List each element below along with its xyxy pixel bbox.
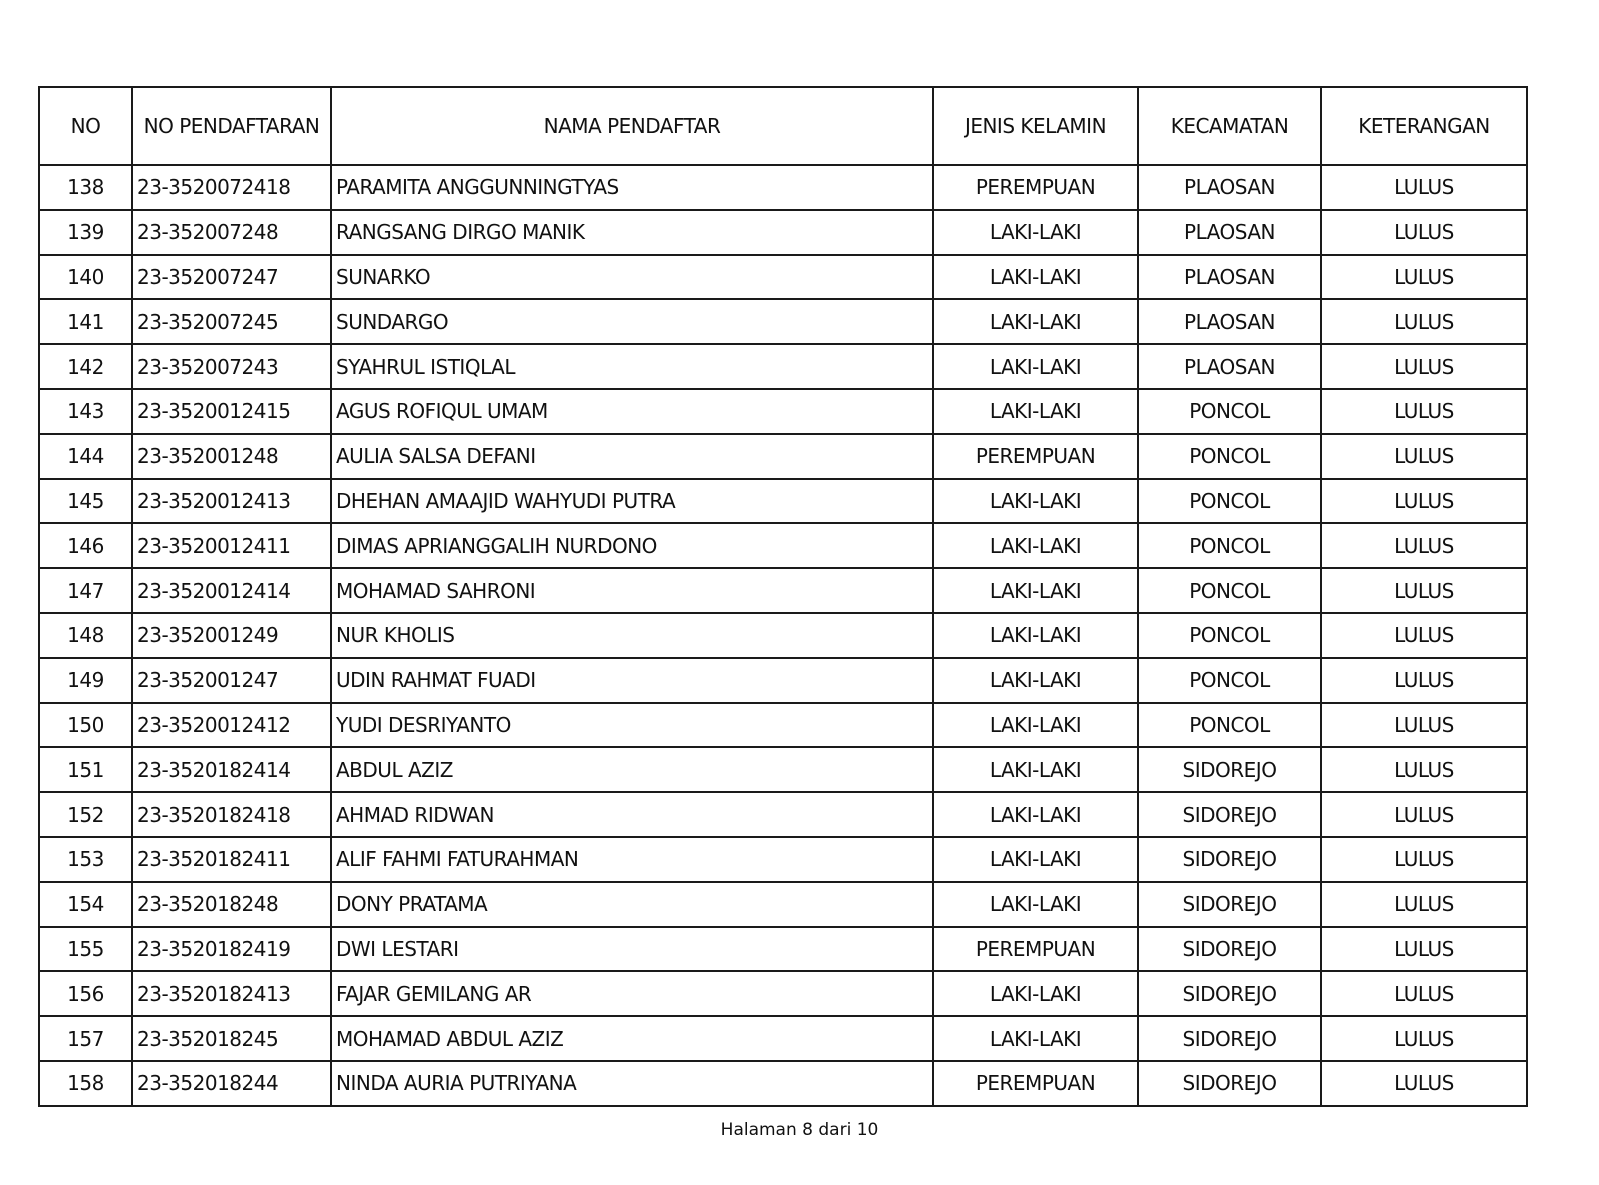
- cell-nama: NINDA AURIA PUTRIYANA: [331, 1061, 933, 1106]
- cell-no: 139: [39, 210, 132, 255]
- cell-no-pendaftaran: 23-352018244: [132, 1061, 331, 1106]
- cell-kecamatan: PLAOSAN: [1138, 299, 1321, 344]
- cell-no: 147: [39, 568, 132, 613]
- header-no: NO: [39, 87, 132, 165]
- cell-kecamatan: PONCOL: [1138, 613, 1321, 658]
- cell-keterangan: LULUS: [1321, 389, 1527, 434]
- cell-no: 145: [39, 479, 132, 524]
- table-row: [39, 658, 1527, 703]
- cell-no: 146: [39, 523, 132, 568]
- cell-kecamatan: PLAOSAN: [1138, 210, 1321, 255]
- cell-no-pendaftaran: 23-3520012412: [132, 703, 331, 748]
- cell-jenis-kelamin: LAKI-LAKI: [933, 882, 1138, 927]
- cell-no: 140: [39, 255, 132, 300]
- cell-no-pendaftaran: 23-3520012411: [132, 523, 331, 568]
- cell-jenis-kelamin: LAKI-LAKI: [933, 792, 1138, 837]
- cell-nama: AULIA SALSA DEFANI: [331, 434, 933, 479]
- cell-kecamatan: SIDOREJO: [1138, 971, 1321, 1016]
- cell-nama: YUDI DESRIYANTO: [331, 703, 933, 748]
- cell-kecamatan: SIDOREJO: [1138, 837, 1321, 882]
- cell-no: 143: [39, 389, 132, 434]
- cell-nama: SYAHRUL ISTIQLAL: [331, 344, 933, 389]
- table-row: [39, 747, 1527, 792]
- cell-kecamatan: PONCOL: [1138, 658, 1321, 703]
- table-row: [39, 210, 1527, 255]
- cell-no-pendaftaran: 23-3520012414: [132, 568, 331, 613]
- cell-kecamatan: PLAOSAN: [1138, 344, 1321, 389]
- cell-kecamatan: SIDOREJO: [1138, 1061, 1321, 1106]
- cell-no: 154: [39, 882, 132, 927]
- header-keterangan: KETERANGAN: [1321, 87, 1527, 165]
- cell-jenis-kelamin: PEREMPUAN: [933, 434, 1138, 479]
- table-row: [39, 882, 1527, 927]
- cell-no-pendaftaran: 23-3520182414: [132, 747, 331, 792]
- cell-no-pendaftaran: 23-352007247: [132, 255, 331, 300]
- table-row: [39, 255, 1527, 300]
- cell-kecamatan: PONCOL: [1138, 523, 1321, 568]
- cell-keterangan: LULUS: [1321, 434, 1527, 479]
- cell-jenis-kelamin: LAKI-LAKI: [933, 747, 1138, 792]
- cell-nama: MOHAMAD ABDUL AZIZ: [331, 1016, 933, 1061]
- cell-keterangan: LULUS: [1321, 523, 1527, 568]
- cell-no-pendaftaran: 23-3520072418: [132, 165, 331, 210]
- cell-no-pendaftaran: 23-352018248: [132, 882, 331, 927]
- cell-jenis-kelamin: LAKI-LAKI: [933, 523, 1138, 568]
- cell-keterangan: LULUS: [1321, 837, 1527, 882]
- cell-kecamatan: PLAOSAN: [1138, 165, 1321, 210]
- cell-no-pendaftaran: 23-352007248: [132, 210, 331, 255]
- cell-kecamatan: PONCOL: [1138, 479, 1321, 524]
- cell-kecamatan: SIDOREJO: [1138, 882, 1321, 927]
- cell-jenis-kelamin: LAKI-LAKI: [933, 1016, 1138, 1061]
- cell-jenis-kelamin: PEREMPUAN: [933, 1061, 1138, 1106]
- header-kecamatan: KECAMATAN: [1138, 87, 1321, 165]
- cell-keterangan: LULUS: [1321, 165, 1527, 210]
- cell-no-pendaftaran: 23-352001249: [132, 613, 331, 658]
- cell-jenis-kelamin: LAKI-LAKI: [933, 837, 1138, 882]
- cell-nama: ALIF FAHMI FATURAHMAN: [331, 837, 933, 882]
- cell-nama: AHMAD RIDWAN: [331, 792, 933, 837]
- table-row: [39, 389, 1527, 434]
- cell-nama: FAJAR GEMILANG AR: [331, 971, 933, 1016]
- cell-nama: UDIN RAHMAT FUADI: [331, 658, 933, 703]
- cell-no-pendaftaran: 23-352001248: [132, 434, 331, 479]
- table-row: [39, 703, 1527, 748]
- cell-keterangan: LULUS: [1321, 658, 1527, 703]
- cell-no: 158: [39, 1061, 132, 1106]
- cell-keterangan: LULUS: [1321, 1061, 1527, 1106]
- cell-kecamatan: SIDOREJO: [1138, 927, 1321, 972]
- page-number: Halaman 8 dari 10: [720, 1120, 879, 1140]
- cell-nama: DWI LESTARI: [331, 927, 933, 972]
- cell-keterangan: LULUS: [1321, 747, 1527, 792]
- table-row: [39, 1061, 1527, 1106]
- cell-no: 141: [39, 299, 132, 344]
- cell-keterangan: LULUS: [1321, 703, 1527, 748]
- table-row: [39, 523, 1527, 568]
- cell-no: 149: [39, 658, 132, 703]
- table-row: [39, 1016, 1527, 1061]
- cell-keterangan: LULUS: [1321, 927, 1527, 972]
- cell-keterangan: LULUS: [1321, 568, 1527, 613]
- cell-jenis-kelamin: LAKI-LAKI: [933, 613, 1138, 658]
- cell-nama: AGUS ROFIQUL UMAM: [331, 389, 933, 434]
- cell-keterangan: LULUS: [1321, 210, 1527, 255]
- results-table: [38, 86, 1528, 1107]
- cell-jenis-kelamin: LAKI-LAKI: [933, 568, 1138, 613]
- cell-keterangan: LULUS: [1321, 1016, 1527, 1061]
- cell-jenis-kelamin: LAKI-LAKI: [933, 703, 1138, 748]
- cell-jenis-kelamin: LAKI-LAKI: [933, 971, 1138, 1016]
- cell-kecamatan: PONCOL: [1138, 703, 1321, 748]
- cell-jenis-kelamin: PEREMPUAN: [933, 165, 1138, 210]
- cell-no: 157: [39, 1016, 132, 1061]
- header-nama-pendaftar: NAMA PENDAFTAR: [331, 87, 933, 165]
- cell-nama: DONY PRATAMA: [331, 882, 933, 927]
- cell-no: 142: [39, 344, 132, 389]
- cell-keterangan: LULUS: [1321, 882, 1527, 927]
- cell-no-pendaftaran: 23-352007245: [132, 299, 331, 344]
- cell-jenis-kelamin: LAKI-LAKI: [933, 389, 1138, 434]
- cell-kecamatan: SIDOREJO: [1138, 747, 1321, 792]
- table-row: [39, 971, 1527, 1016]
- table-row: [39, 165, 1527, 210]
- cell-nama: MOHAMAD SAHRONI: [331, 568, 933, 613]
- cell-no-pendaftaran: 23-3520012415: [132, 389, 331, 434]
- table-row: [39, 344, 1527, 389]
- cell-no: 150: [39, 703, 132, 748]
- table-row: [39, 479, 1527, 524]
- cell-kecamatan: PONCOL: [1138, 389, 1321, 434]
- cell-kecamatan: PLAOSAN: [1138, 255, 1321, 300]
- table-row: [39, 613, 1527, 658]
- cell-jenis-kelamin: LAKI-LAKI: [933, 658, 1138, 703]
- cell-keterangan: LULUS: [1321, 299, 1527, 344]
- cell-no: 138: [39, 165, 132, 210]
- cell-kecamatan: PONCOL: [1138, 434, 1321, 479]
- cell-nama: NUR KHOLIS: [331, 613, 933, 658]
- cell-no: 155: [39, 927, 132, 972]
- cell-nama: DHEHAN AMAAJID WAHYUDI PUTRA: [331, 479, 933, 524]
- cell-jenis-kelamin: LAKI-LAKI: [933, 299, 1138, 344]
- cell-no-pendaftaran: 23-352001247: [132, 658, 331, 703]
- cell-nama: SUNARKO: [331, 255, 933, 300]
- cell-nama: ABDUL AZIZ: [331, 747, 933, 792]
- cell-no-pendaftaran: 23-3520182411: [132, 837, 331, 882]
- cell-nama: DIMAS APRIANGGALIH NURDONO: [331, 523, 933, 568]
- table-header-row: [39, 87, 1527, 165]
- cell-nama: RANGSANG DIRGO MANIK: [331, 210, 933, 255]
- cell-no: 144: [39, 434, 132, 479]
- cell-nama: PARAMITA ANGGUNNINGTYAS: [331, 165, 933, 210]
- cell-no-pendaftaran: 23-352018245: [132, 1016, 331, 1061]
- table-row: [39, 792, 1527, 837]
- cell-no-pendaftaran: 23-3520182418: [132, 792, 331, 837]
- cell-no-pendaftaran: 23-3520182419: [132, 927, 331, 972]
- cell-keterangan: LULUS: [1321, 255, 1527, 300]
- cell-kecamatan: SIDOREJO: [1138, 1016, 1321, 1061]
- cell-jenis-kelamin: LAKI-LAKI: [933, 344, 1138, 389]
- cell-no: 148: [39, 613, 132, 658]
- cell-jenis-kelamin: PEREMPUAN: [933, 927, 1138, 972]
- cell-nama: SUNDARGO: [331, 299, 933, 344]
- cell-no: 156: [39, 971, 132, 1016]
- header-jenis-kelamin: JENIS KELAMIN: [933, 87, 1138, 165]
- header-no-pendaftaran: NO PENDAFTARAN: [132, 87, 331, 165]
- cell-keterangan: LULUS: [1321, 613, 1527, 658]
- table-row: [39, 927, 1527, 972]
- cell-jenis-kelamin: LAKI-LAKI: [933, 255, 1138, 300]
- cell-jenis-kelamin: LAKI-LAKI: [933, 210, 1138, 255]
- cell-no: 151: [39, 747, 132, 792]
- cell-kecamatan: PONCOL: [1138, 568, 1321, 613]
- table-row: [39, 299, 1527, 344]
- cell-keterangan: LULUS: [1321, 792, 1527, 837]
- cell-no-pendaftaran: 23-3520182413: [132, 971, 331, 1016]
- cell-no: 153: [39, 837, 132, 882]
- cell-keterangan: LULUS: [1321, 344, 1527, 389]
- cell-no: 152: [39, 792, 132, 837]
- cell-keterangan: LULUS: [1321, 971, 1527, 1016]
- table-row: [39, 837, 1527, 882]
- cell-no-pendaftaran: 23-352007243: [132, 344, 331, 389]
- cell-jenis-kelamin: LAKI-LAKI: [933, 479, 1138, 524]
- cell-keterangan: LULUS: [1321, 479, 1527, 524]
- table-row: [39, 434, 1527, 479]
- cell-no-pendaftaran: 23-3520012413: [132, 479, 331, 524]
- table-row: [39, 568, 1527, 613]
- cell-kecamatan: SIDOREJO: [1138, 792, 1321, 837]
